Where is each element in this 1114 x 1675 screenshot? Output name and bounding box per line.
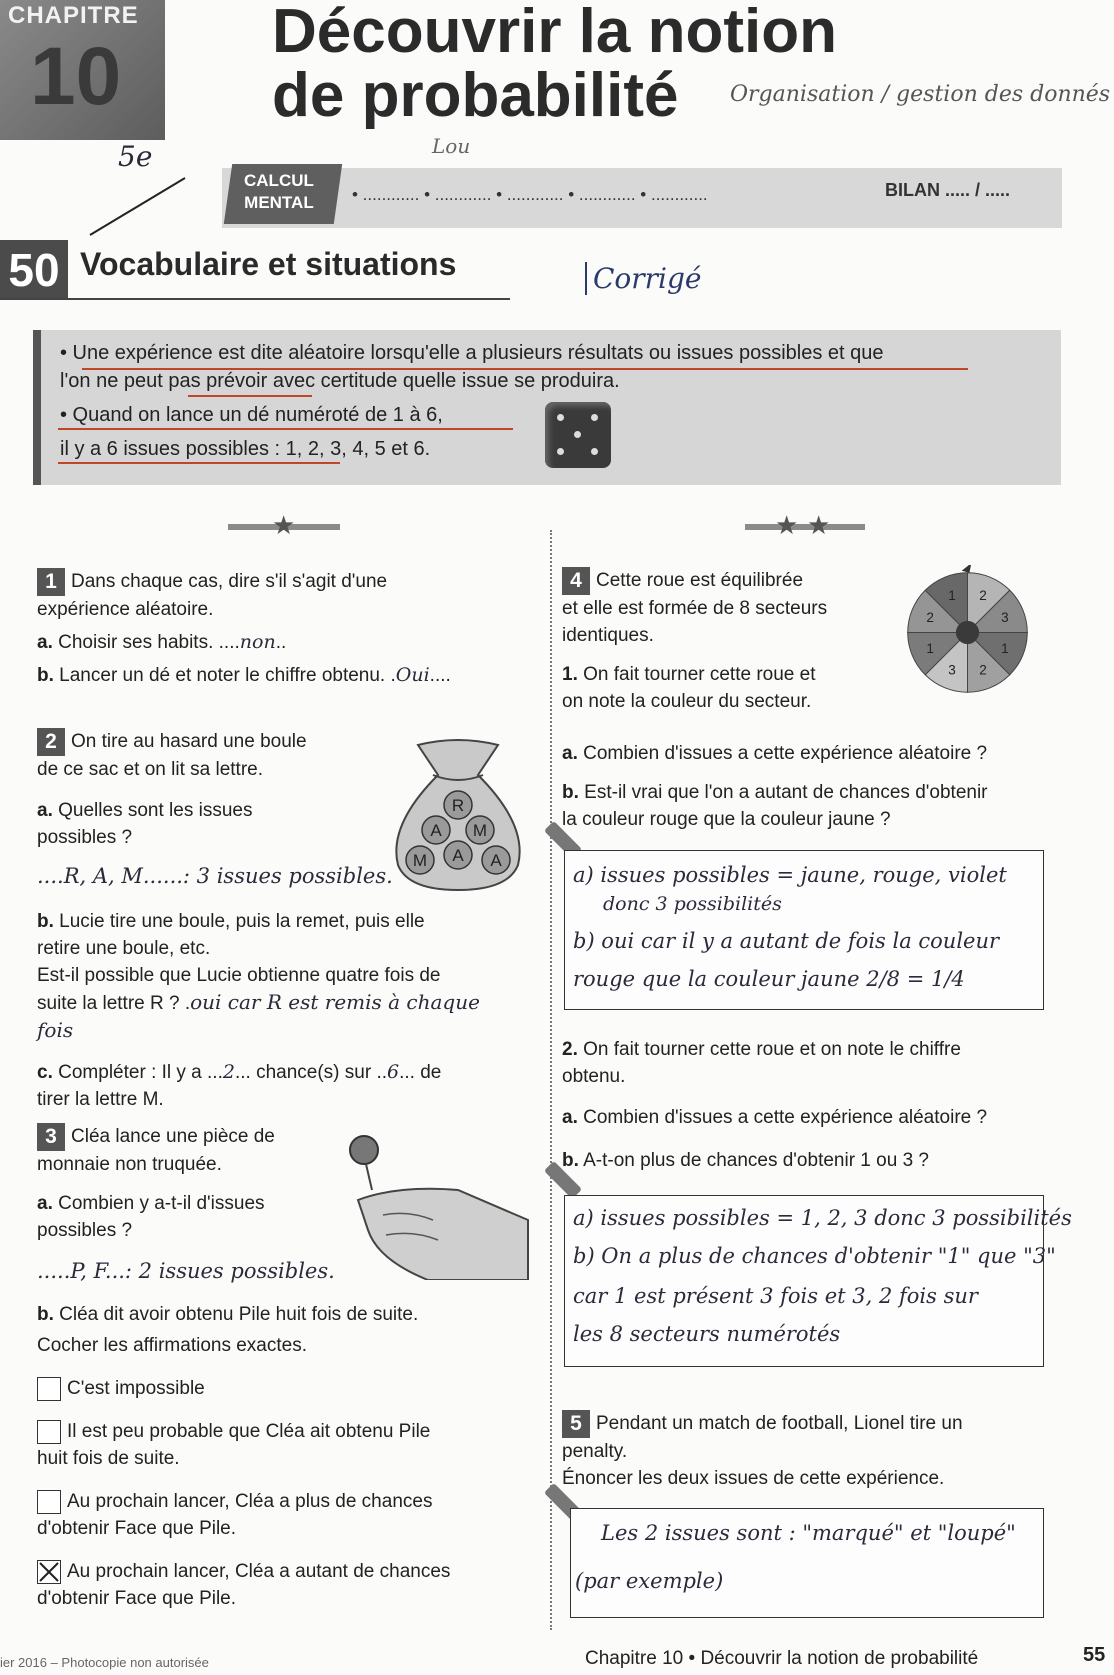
answer-2c-1: 2 <box>222 1061 235 1083</box>
column-separator <box>550 530 552 1630</box>
exercise-4-q1: a. Combien d'issues a cette expérience aléatoire ? b. Est-il vrai que l'on a autant de chances d'obtenir la couleur rouge que la couleur jaune ? <box>562 743 988 830</box>
handwritten-grade: 5e <box>118 140 153 173</box>
red-underline-3 <box>58 428 513 430</box>
checkbox-option <box>37 1418 527 1472</box>
bilan-score: BILAN ..... / ..... <box>885 180 1011 200</box>
ball-letter: A <box>452 846 464 865</box>
checkbox-option <box>37 1488 527 1542</box>
wheel-sector-label: 3 <box>948 662 956 678</box>
exercise-2: 2 On tire au hasard une boule de ce sac et on lit sa lettre. a. Quelles sont les issues possibles ? ....R, A, M......: 3 issues possibles. b. Lucie tire une boule, puis la remet, puis elle retire une boule, etc. Est-il possible que Lucie obtienne quatre fois de suite la lettre R ? .oui car R est remis à chaque fois c. Compléter : Il y a ...2... chance(s) sur ..6... de tirer la lettre M. <box>37 728 517 1113</box>
bag-image <box>378 735 538 895</box>
answer-4-2-line4: les 8 secteurs numérotés <box>573 1322 841 1346</box>
checkbox-label: Au prochain lancer, Cléa a autant de chances <box>67 1561 451 1582</box>
copyright-note: ier 2016 – Photocopie non autorisée <box>0 1655 209 1670</box>
answer-box-3 <box>570 1508 1044 1618</box>
title-line-2: de probabilité <box>272 61 679 130</box>
red-underline-4 <box>58 462 340 464</box>
exercise-5: 5 Pendant un match de football, Lionel tire un penalty. Énoncer les deux issues de cette expérience. <box>562 1412 963 1489</box>
checkbox-label: Au prochain lancer, Cléa a plus de chances <box>67 1491 433 1512</box>
answer-4-1-line2: donc 3 possibilités <box>603 893 782 915</box>
chapter-number: 10 <box>30 31 122 122</box>
answer-4-2-line2: b) On a plus de chances d'obtenir "1" que "3" <box>573 1244 1056 1268</box>
checkbox-options <box>37 1375 527 1612</box>
section-underline <box>0 298 510 300</box>
wheel-sector-label: 2 <box>926 609 934 625</box>
ball-letter: A <box>490 851 502 870</box>
wheel-image <box>900 565 1035 700</box>
wheel-pointer-icon <box>962 565 972 573</box>
handwritten-corrige: Corrigé <box>585 262 702 295</box>
exercise-number: 1 <box>37 568 65 596</box>
exercise-4-intro: 4 Cette roue est équilibrée et elle est formée de 8 secteurs identiques. 1. On fait tourner cette roue et on note la couleur du secteur. <box>562 569 828 712</box>
definition-line-2: l'on ne peut pas prévoir avec certitude quelle issue se produira. <box>60 370 620 392</box>
ball-letter: M <box>412 851 428 870</box>
section-title: Vocabulaire et situations <box>80 246 457 282</box>
checkbox[interactable] <box>37 1490 61 1514</box>
section-number: 50 <box>0 240 68 300</box>
exercise-number: 4 <box>562 567 590 595</box>
difficulty-two-stars <box>745 510 865 540</box>
star-icon: ★ <box>807 510 831 540</box>
checkbox-label-cont: d'obtenir Face que Pile. <box>37 1518 237 1539</box>
checkbox[interactable] <box>37 1560 61 1584</box>
answer-box-2 <box>564 1195 1072 1367</box>
checkbox-option <box>37 1558 527 1612</box>
exercise-number: 3 <box>37 1123 65 1151</box>
answer-5-line2: (par exemple) <box>575 1569 724 1593</box>
handwritten-note: Organisation / gestion des donnés <box>730 82 1111 107</box>
red-underline-2 <box>188 395 312 397</box>
wheel-sector-label: 1 <box>948 587 956 603</box>
wheel-sector-label: 2 <box>979 662 987 678</box>
difficulty-one-star <box>228 510 340 540</box>
answer-1b: Oui <box>395 664 430 686</box>
answer-4-1-line4: rouge que la couleur jaune 2/8 = 1/4 <box>573 967 965 991</box>
star-icon: ★ <box>775 510 799 540</box>
coin-hand-image <box>338 1130 538 1280</box>
definition-line-1: • Une expérience est dite aléatoire lorsqu'elle a plusieurs résultats ou issues possibles et que <box>60 342 884 364</box>
answer-2a: ....R, A, M......: 3 issues possibles. <box>37 864 393 888</box>
answer-4-1-line3: b) oui car il y a autant de fois la couleur <box>573 929 1000 953</box>
ball-letter: M <box>472 821 488 840</box>
wheel-sector-label: 2 <box>979 587 987 603</box>
footer-chapter: Chapitre 10 • Découvrir la notion de probabilité <box>585 1648 979 1669</box>
exercise-1: 1 Dans chaque cas, dire s'il s'agit d'une expérience aléatoire. a. Choisir ses habits. ....non.. b. Lancer un dé et noter le chiffre obtenu. .Oui.... <box>37 570 451 686</box>
checkbox-label-cont: huit fois de suite. <box>37 1448 180 1469</box>
definition-line-3: • Quand on lance un dé numéroté de 1 à 6, <box>60 404 443 426</box>
pen-stroke <box>85 170 195 240</box>
answer-4-1-line1: a) issues possibles = jaune, rouge, violet <box>573 863 1007 887</box>
checkbox-option <box>37 1375 527 1402</box>
checkbox[interactable] <box>37 1420 61 1444</box>
wheel-sector-label: 1 <box>926 640 934 656</box>
ball-letter: R <box>451 796 465 815</box>
wheel-sector-label: 3 <box>1001 609 1009 625</box>
checkbox[interactable] <box>37 1377 61 1401</box>
exercise-4-q2: 2. On fait tourner cette roue et on note le chiffre obtenu. a. Combien d'issues a cette expérience aléatoire ? b. A-t-on plus de chances d'obtenir 1 ou 3 ? <box>562 1039 988 1171</box>
checkbox-label: C'est impossible <box>67 1378 205 1399</box>
answer-box-1 <box>564 850 1044 1010</box>
page-title <box>272 0 837 128</box>
answer-2b: oui car R est remis à chaque fois <box>37 990 480 1042</box>
calc-mental-label: CALCUL MENTAL <box>244 171 314 212</box>
wheel-sector-label: 1 <box>1001 640 1009 656</box>
die-image <box>545 402 611 468</box>
exercise-number: 2 <box>37 728 65 756</box>
answer-2c-2: 6 <box>387 1061 400 1083</box>
page-number: 55 <box>1083 1644 1106 1666</box>
answer-1a: non <box>239 631 276 653</box>
answer-4-2-line3: car 1 est présent 3 fois et 3, 2 fois sur <box>573 1284 978 1308</box>
answer-5-line1: Les 2 issues sont : "marqué" et "loupé" <box>601 1521 1016 1545</box>
exercise-3: 3 Cléa lance une pièce de monnaie non truquée. a. Combien y a-t-il d'issues possibles ? .....P, F...: 2 issues possibles. b. Cléa dit avoir obtenu Pile huit fois de suite. Cocher les affirmations exactes. C'est impossible Il est peu probable que Cléa ait obtenu Pile huit fois de suite. Au prochain lancer, Cléa a plus de chances d'obtenir Face que Pile. Au prochain lancer, Cléa a autant de chances d'obtenir Face que Pile. <box>37 1123 527 1612</box>
answer-3a: .....P, F...: 2 issues possibles. <box>37 1259 335 1283</box>
red-underline-1 <box>82 368 968 370</box>
chapter-label: CHAPITRE <box>8 2 139 29</box>
exercise-number: 5 <box>562 1410 590 1438</box>
checkbox-label-cont: d'obtenir Face que Pile. <box>37 1588 237 1609</box>
answer-4-2-line1: a) issues possibles = 1, 2, 3 donc 3 possibilités <box>573 1206 1072 1230</box>
definition-line-4: il y a 6 issues possibles : 1, 2, 3, 4, 5 et 6. <box>60 438 431 460</box>
handwritten-name: Lou <box>432 134 471 158</box>
ball-letter: A <box>430 821 442 840</box>
star-icon: ★ <box>272 510 296 540</box>
checkbox-label: Il est peu probable que Cléa ait obtenu Pile <box>67 1421 431 1442</box>
title-line-1: Découvrir la notion <box>272 0 837 66</box>
calc-mental-blanks: • ............ • ............ • ............ • ............ • ............ <box>352 185 708 204</box>
